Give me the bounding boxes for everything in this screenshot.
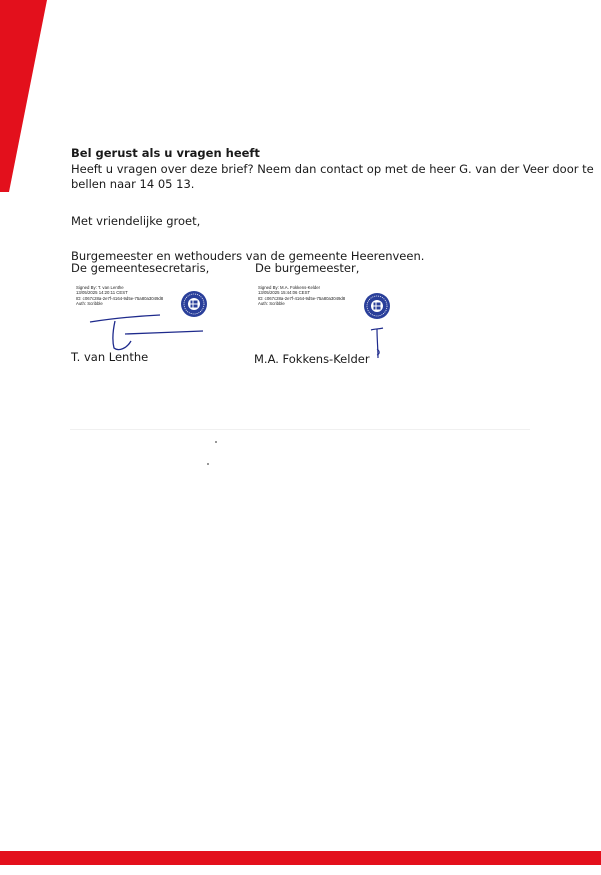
contact-text-line-2: bellen naar 14 05 13. xyxy=(71,177,195,191)
right-sign-id: ID: c067c28a-2e7f-4164-9d5e-75a80a3049d8 xyxy=(258,295,346,301)
right-signed-by: Signed By: M.A. Fokkens-Kelder xyxy=(258,285,321,290)
right-sign-date: 13/05/2025 15:44:06 CEST xyxy=(258,290,311,296)
speck-1 xyxy=(215,441,217,443)
role-mayor: De burgemeester, xyxy=(255,261,360,275)
right-sign-auth: Auth: Scribble xyxy=(258,300,285,306)
faint-divider xyxy=(70,429,530,430)
contact-text-line-1: Heeft u vragen over deze brief? Neem dan contact op met de heer G. van der Veer door te xyxy=(71,162,594,176)
right-signature-meta xyxy=(258,285,345,306)
left-sign-date: 13/05/2025 14:20:11 CEST xyxy=(76,290,128,296)
closing-greeting: Met vriendelijke groet, xyxy=(71,214,201,228)
left-sign-auth: Auth: Scribble xyxy=(76,300,103,306)
speck-2 xyxy=(207,463,209,465)
signatory-organisation: Burgemeester en wethouders van de gemeente Heerenveen. xyxy=(71,249,425,263)
left-signature-meta xyxy=(76,285,163,306)
role-municipal-secretary: De gemeentesecretaris, xyxy=(71,261,210,275)
right-seal-icon xyxy=(363,292,391,320)
contact-heading: Bel gerust als u vragen heeft xyxy=(71,146,260,160)
right-signer-name: M.A. Fokkens-Kelder xyxy=(254,352,370,366)
red-footer-bar xyxy=(0,851,601,865)
left-signer-name: T. van Lenthe xyxy=(71,350,149,364)
left-signed-by: Signed By: T. van Lenthe xyxy=(76,285,124,290)
left-sign-id: ID: c067c28a-2e7f-4164-9d5e-75a80a3049d8 xyxy=(76,295,164,301)
red-corner-wedge xyxy=(0,0,50,200)
right-handwritten-signature xyxy=(368,325,388,360)
